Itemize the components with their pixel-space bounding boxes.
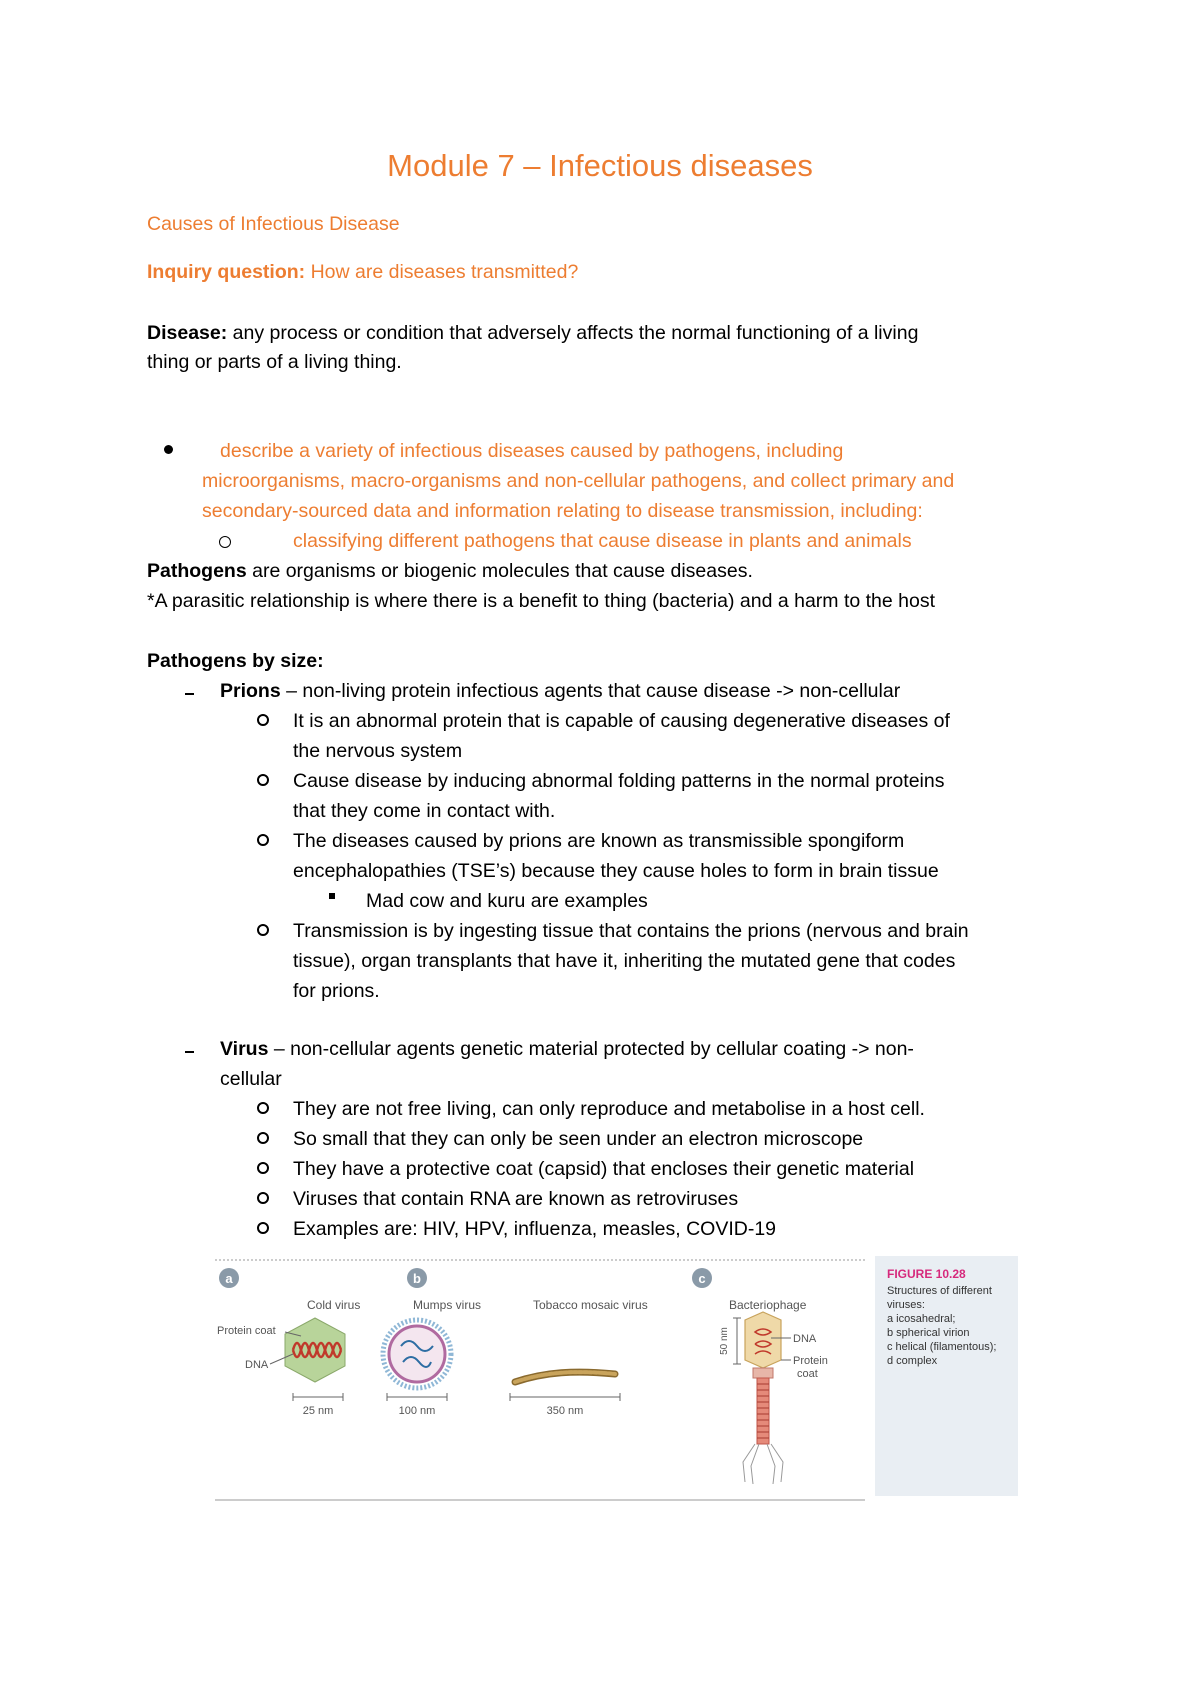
size-phage-label: 50 nm bbox=[719, 1327, 730, 1355]
page-title: Module 7 – Infectious diseases bbox=[387, 148, 813, 183]
circle-bullet-icon bbox=[257, 924, 269, 936]
circle-bullet-icon bbox=[257, 1132, 269, 1144]
caption-line: b spherical virion bbox=[887, 1327, 970, 1339]
prions-transmission-line2: tissue), organ transplants that have it, inheriting the mutated gene that codes bbox=[293, 950, 956, 972]
prions-sub-item: Mad cow and kuru are examples bbox=[366, 890, 648, 912]
disease-def-line2: thing or parts of a living thing. bbox=[147, 351, 402, 373]
badge-letter: b bbox=[413, 1271, 421, 1286]
circle-bullet-icon bbox=[257, 714, 269, 726]
syllabus-sub: classifying different pathogens that cause disease in plants and animals bbox=[293, 530, 912, 552]
badge-b bbox=[407, 1268, 427, 1288]
syllabus-line1: describe a variety of infectious diseases caused by pathogens, including bbox=[220, 440, 844, 462]
badge-a bbox=[219, 1268, 239, 1288]
inquiry-text: How are diseases transmitted? bbox=[305, 261, 579, 283]
virus-text: – non-cellular agents genetic material protected by cellular coating -> non- bbox=[268, 1038, 914, 1060]
pathogens-term: Pathogens bbox=[147, 560, 247, 582]
coat-label: coat bbox=[797, 1368, 818, 1380]
prions-item2-line1: Cause disease by inducing abnormal folding patterns in the normal proteins bbox=[293, 770, 945, 792]
prions-transmission-line1: Transmission is by ingesting tissue that contains the prions (nervous and brain bbox=[293, 920, 969, 942]
prions-item2-line2: that they come in contact with. bbox=[293, 800, 556, 822]
dash-icon bbox=[185, 1051, 194, 1053]
virus-item: Examples are: HIV, HPV, influenza, measles, COVID-19 bbox=[293, 1218, 777, 1240]
circle-bullet-icon bbox=[257, 1222, 269, 1234]
dash-icon bbox=[185, 693, 194, 695]
virus-text-line2: cellular bbox=[220, 1068, 282, 1090]
disease-definition bbox=[147, 319, 918, 349]
badge-letter: c bbox=[698, 1271, 706, 1286]
virus-item: Viruses that contain RNA are known as retroviruses bbox=[293, 1188, 739, 1210]
size-cold-label: 25 nm bbox=[302, 1405, 334, 1417]
caption-line: c helical (filamentous); bbox=[887, 1341, 997, 1353]
caption-line: d complex bbox=[887, 1355, 938, 1367]
caption-line: a icosahedral; bbox=[887, 1313, 956, 1325]
square-bullet-icon bbox=[329, 893, 335, 899]
badge-letter: a bbox=[225, 1271, 233, 1286]
pathogens-definition bbox=[147, 557, 753, 587]
virus-heading bbox=[220, 1035, 914, 1065]
circle-bullet-icon bbox=[257, 1192, 269, 1204]
syllabus-line3: secondary-sourced data and information relating to disease transmission, including: bbox=[202, 500, 923, 522]
phage-dna-label: DNA bbox=[793, 1333, 817, 1345]
virus-term: Virus bbox=[220, 1038, 269, 1060]
cold-virus-illustration bbox=[285, 1318, 345, 1382]
prions-transmission-line3: for prions. bbox=[293, 980, 380, 1002]
disease-def-line1: any process or condition that adversely affects the normal functioning of a living bbox=[227, 322, 919, 344]
inquiry-question bbox=[147, 258, 578, 288]
caption-line: viruses: bbox=[887, 1299, 925, 1311]
virus-item: So small that they can only be seen under an electron microscope bbox=[293, 1128, 864, 1150]
protein-label: Protein bbox=[793, 1355, 828, 1367]
caption-title: FIGURE 10.28 bbox=[887, 1267, 966, 1281]
size-mumps-label: 100 nm bbox=[398, 1405, 436, 1417]
circle-bullet-icon bbox=[257, 834, 269, 846]
bacteriophage-label: Bacteriophage bbox=[729, 1298, 807, 1312]
prions-text: – non-living protein infectious agents that cause disease -> non-cellular bbox=[280, 680, 901, 702]
circle-bullet-icon bbox=[257, 1162, 269, 1174]
pathogens-def-text: are organisms or biogenic molecules that cause diseases. bbox=[246, 560, 753, 582]
inquiry-label: Inquiry question: bbox=[147, 261, 306, 283]
badge-c bbox=[692, 1268, 712, 1288]
prions-item3-line1: The diseases caused by prions are known as transmissible spongiform bbox=[293, 830, 905, 852]
circle-bullet-icon bbox=[257, 774, 269, 786]
prions-item1-line2: the nervous system bbox=[293, 740, 463, 762]
pathogens-by-size-heading: Pathogens by size: bbox=[147, 650, 324, 672]
sub-bullet-icon bbox=[219, 536, 231, 548]
size-tobacco-label: 350 nm bbox=[546, 1405, 584, 1417]
section-heading: Causes of Infectious Disease bbox=[147, 213, 400, 235]
mumps-virus-illustration bbox=[383, 1320, 451, 1388]
tobacco-virus-label: Tobacco mosaic virus bbox=[533, 1298, 648, 1312]
protein-coat-label: Protein coat bbox=[217, 1325, 276, 1337]
disease-term: Disease: bbox=[147, 322, 228, 344]
parasitic-note: *A parasitic relationship is where there is a benefit to thing (bacteria) and a harm to the host bbox=[147, 590, 936, 612]
bullet-icon bbox=[164, 445, 173, 454]
dna-label: DNA bbox=[245, 1359, 269, 1371]
tobacco-virus-illustration bbox=[515, 1372, 615, 1382]
cold-virus-label: Cold virus bbox=[307, 1298, 361, 1312]
prions-item3-line2: encephalopathies (TSE’s) because they cause holes to form in brain tissue bbox=[293, 860, 939, 882]
prions-heading bbox=[220, 677, 900, 707]
circle-bullet-icon bbox=[257, 1102, 269, 1114]
prions-item1-line1: It is an abnormal protein that is capable of causing degenerative diseases of bbox=[293, 710, 950, 732]
caption-line: Structures of different bbox=[887, 1285, 992, 1297]
syllabus-line2: microorganisms, macro-organisms and non-cellular pathogens, and collect primary and bbox=[202, 470, 955, 492]
mumps-virus-label: Mumps virus bbox=[413, 1298, 482, 1312]
prions-term: Prions bbox=[220, 680, 281, 702]
virus-item: They have a protective coat (capsid) that encloses their genetic material bbox=[293, 1158, 915, 1180]
virus-item: They are not free living, can only reproduce and metabolise in a host cell. bbox=[293, 1098, 925, 1120]
virus-structures-figure bbox=[215, 1256, 1018, 1504]
